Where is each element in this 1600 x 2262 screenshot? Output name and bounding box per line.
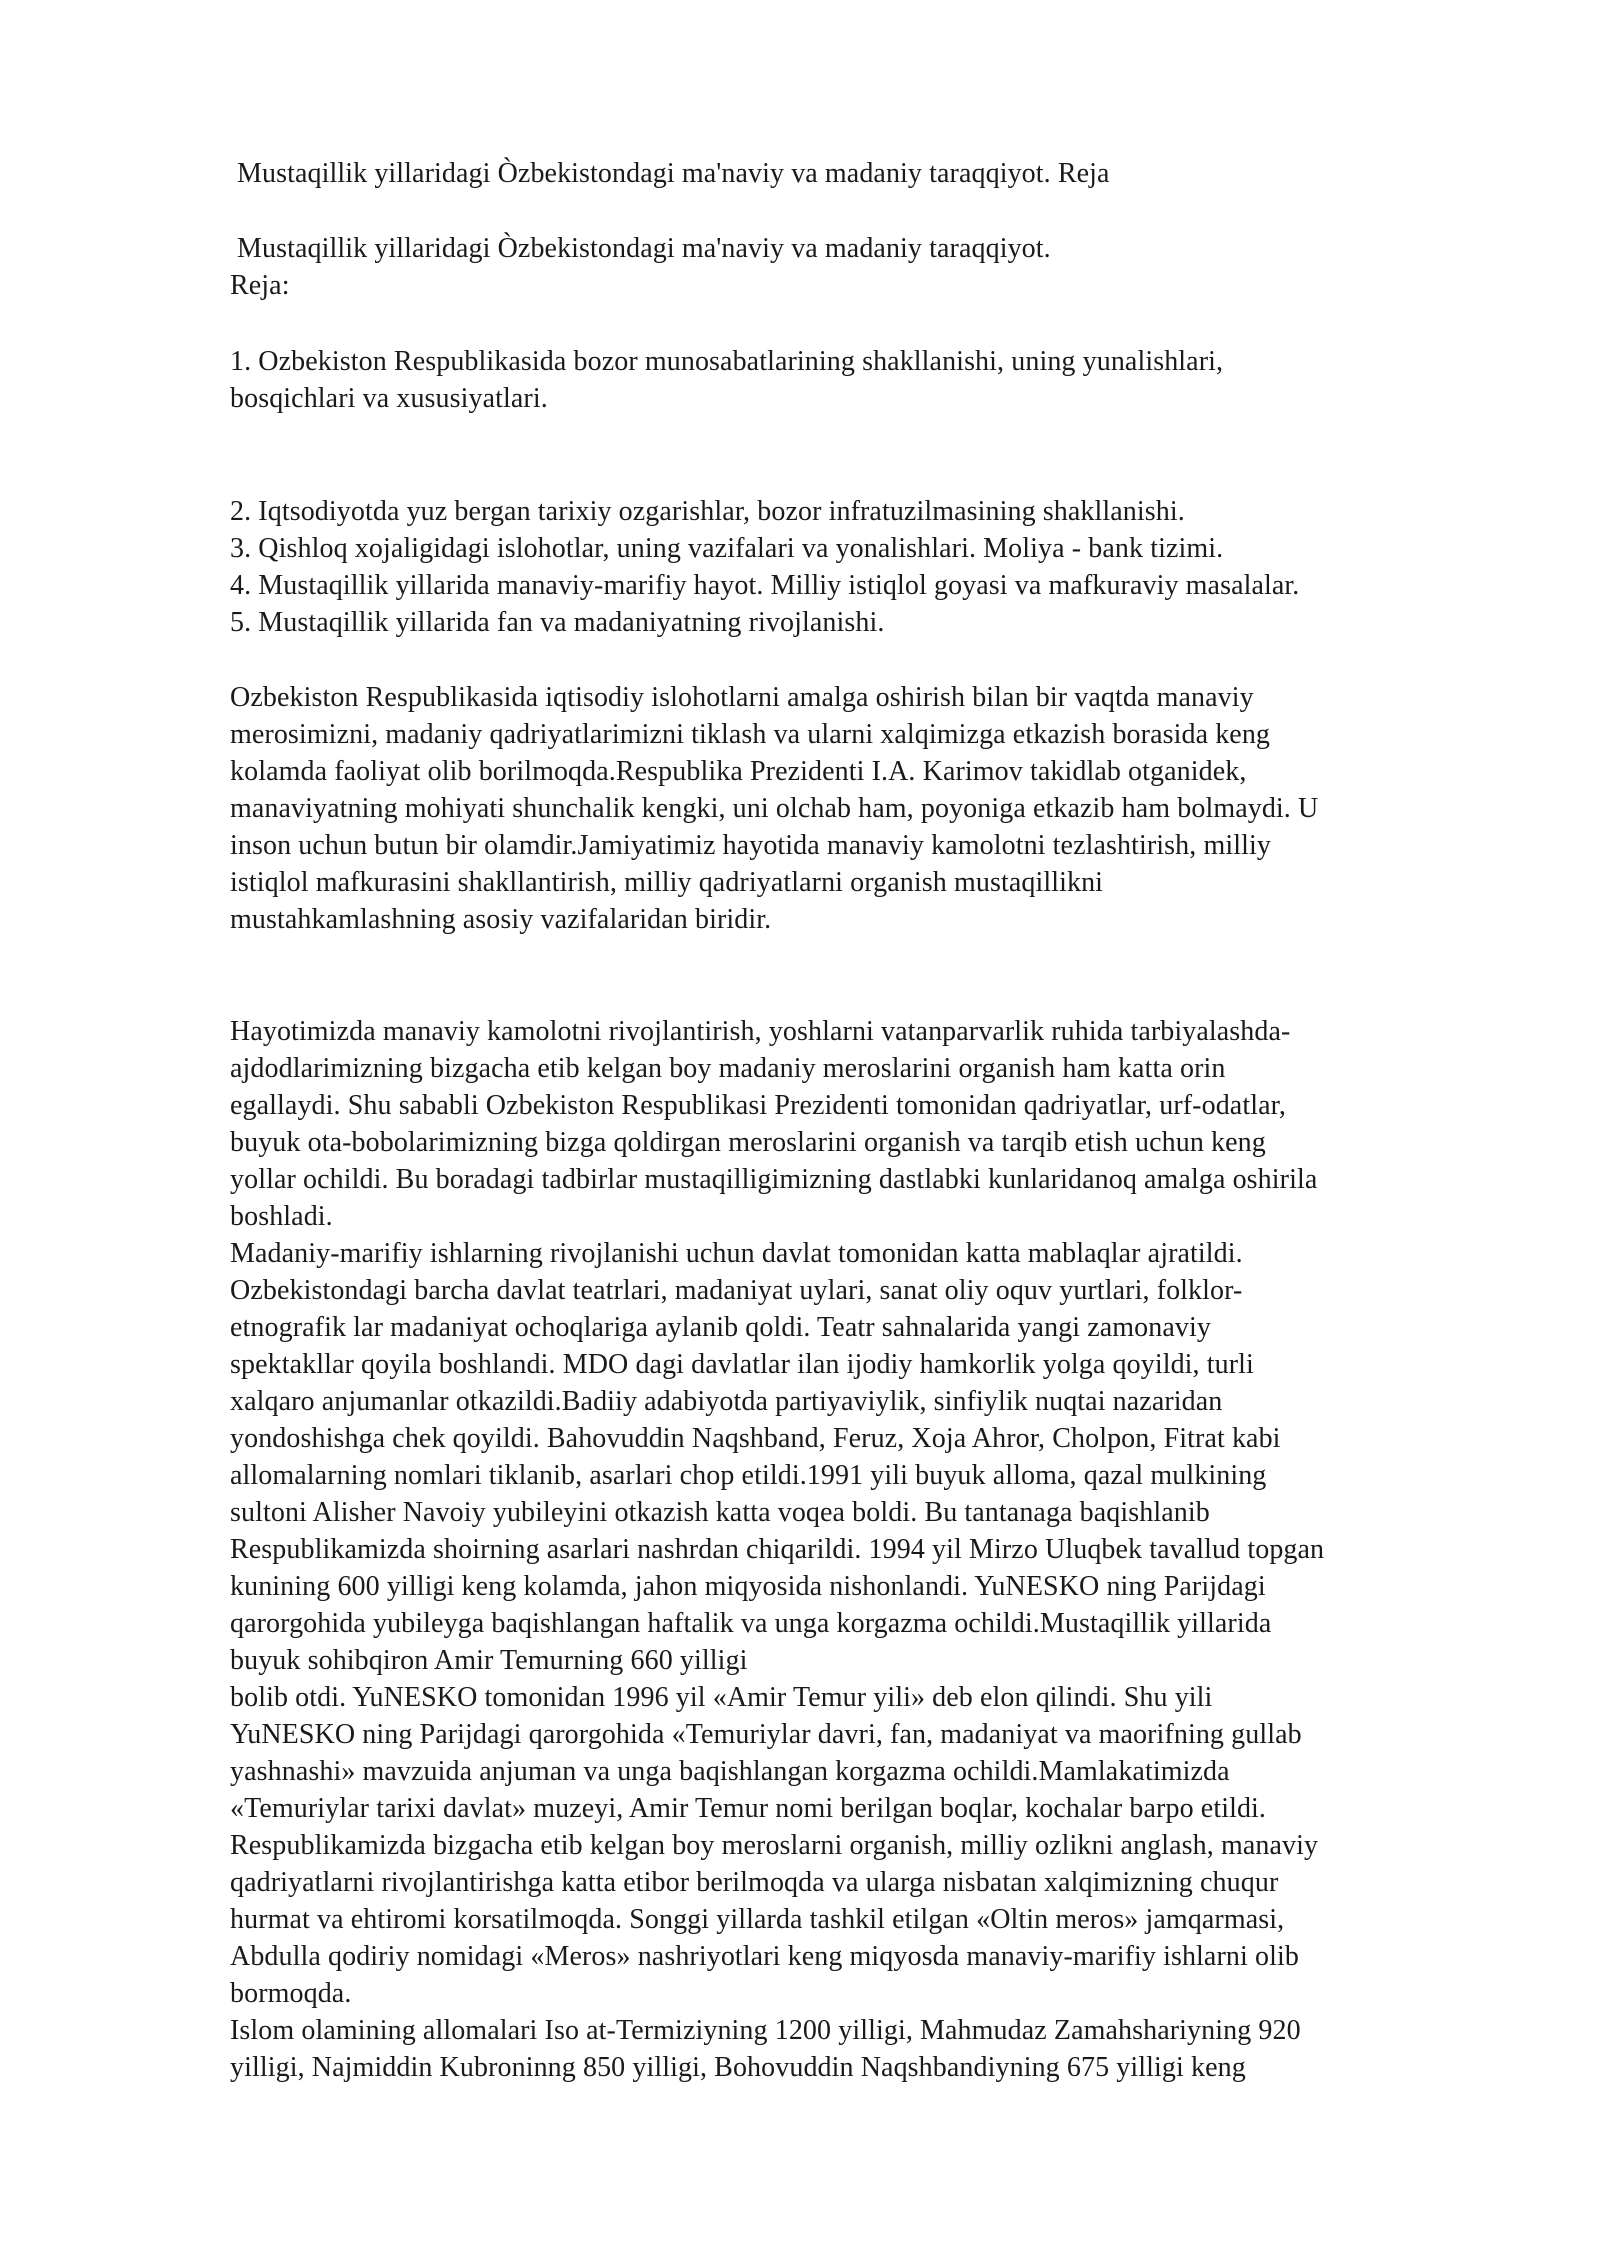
paragraph-line: kolamda faoliyat olib borilmoqda.Respublika Prezidenti I.A. Karimov takidlab otganidek, [230,756,1247,787]
paragraph-line: qarorgohida yubileyga baqishlangan haftalik va unga korgazma ochildi.Mustaqillik yillarida [230,1608,1272,1639]
paragraph-line: Respublikamizda shoirning asarlari nashrdan chiqarildi. 1994 yil Mirzo Uluqbek tavallud topgan [230,1534,1325,1565]
document-subheading: Mustaqillik yillaridagi Òzbekistondagi ma'naviy va madaniy taraqqiyot. [237,233,1051,264]
paragraph-line: kunining 600 yilligi keng kolamda, jahon miqyosida nishonlandi. YuNESKO ning Parijdagi [230,1571,1266,1602]
plan-item-4: 4. Mustaqillik yillarida manaviy-marifiy hayot. Milliy istiqlol goyasi va mafkuraviy masalalar. [230,570,1300,601]
paragraph-line: bolib otdi. YuNESKO tomonidan 1996 yil «Amir Temur yili» deb elon qilindi. Shu yili [230,1682,1213,1713]
plan-item-1-cont: bosqichlari va xususiyatlari. [230,383,548,414]
plan-item-1: 1. Ozbekiston Respublikasida bozor munosabatlarining shakllanishi, uning yunalishlari, [230,346,1224,377]
paragraph-line: inson uchun butun bir olamdir.Jamiyatimiz hayotida manaviy kamolotni tezlashtirish, milliy [230,830,1271,861]
plan-item-2: 2. Iqtsodiyotda yuz bergan tarixiy ozgarishlar, bozor infratuzilmasining shakllanishi. [230,496,1185,527]
paragraph-line: Abdulla qodiriy nomidagi «Meros» nashriyotlari keng miqyosda manaviy-marifiy ishlarni olib [230,1941,1299,1972]
paragraph-line: manaviyatning mohiyati shunchalik kengki, uni olchab ham, poyoniga etkazib ham bolmaydi. U [230,793,1319,824]
paragraph-line: Respublikamizda bizgacha etib kelgan boy meroslarni organish, milliy ozlikni anglash, manaviy [230,1830,1319,1861]
paragraph-line: yollar ochildi. Bu boradagi tadbirlar mustaqilligimizning dastlabki kunlaridanoq amalga oshirila [230,1164,1318,1195]
paragraph-line: sultoni Alisher Navoiy yubileyini otkazish katta voqea boldi. Bu tantanaga baqishlanib [230,1497,1210,1528]
paragraph-line: spektakllar qoyila boshlandi. MDO dagi davlatlar ilan ijodiy hamkorlik yolga qoyildi, turli [230,1349,1254,1380]
paragraph-line: yilligi, Najmiddin Kubroninng 850 yilligi, Bohovuddin Naqshbandiyning 675 yilligi keng [230,2052,1246,2083]
paragraph-line: «Temuriylar tarixi davlat» muzeyi, Amir Temur nomi berilgan boqlar, kochalar barpo etildi. [230,1793,1267,1824]
paragraph-line: qadriyatlarni rivojlantirishga katta etibor berilmoqda va ularga nisbatan xalqimizning chuqur [230,1867,1279,1898]
paragraph-line: hurmat va ehtiromi korsatilmoqda. Songgi yillarda tashkil etilgan «Oltin meros» jamqarmasi, [230,1904,1285,1935]
paragraph-line: YuNESKO ning Parijdagi qarorgohida «Temuriylar davri, fan, madaniyat va maorifning gullab [230,1719,1302,1750]
paragraph-line: yashnashi» mavzuida anjuman va unga baqishlangan korgazma ochildi.Mamlakatimizda [230,1756,1230,1787]
plan-label: Reja: [230,270,290,301]
paragraph-line: Madaniy-marifiy ishlarning rivojlanishi uchun davlat tomonidan katta mablaqlar ajratildi. [230,1238,1243,1269]
paragraph-line: yondoshishga chek qoyildi. Bahovuddin Naqshband, Feruz, Xoja Ahror, Cholpon, Fitrat kabi [230,1423,1281,1454]
paragraph-line: mustahkamlashning asosiy vazifalaridan biridir. [230,904,772,935]
plan-item-5: 5. Mustaqillik yillarida fan va madaniyatning rivojlanishi. [230,607,885,638]
paragraph-line: Islom olamining allomalari Iso at-Termiziyning 1200 yilligi, Mahmudaz Zamahshariyning 920 [230,2015,1301,2046]
paragraph-line: bormoqda. [230,1978,352,2009]
paragraph-line: Hayotimizda manaviy kamolotni rivojlantirish, yoshlarni vatanparvarlik ruhida tarbiyalashda- [230,1016,1291,1047]
paragraph-line: ajdodlarimizning bizgacha etib kelgan boy madaniy meroslarini organish ham katta orin [230,1053,1226,1084]
paragraph-line: boshladi. [230,1201,333,1232]
paragraph-line: Ozbekistondagi barcha davlat teatrlari, madaniyat uylari, sanat oliy oquv yurtlari, folklor- [230,1275,1243,1306]
paragraph-line: buyuk ota-bobolarimizning bizga qoldirgan meroslarini organish va tarqib etish uchun keng [230,1127,1266,1158]
paragraph-line: xalqaro anjumanlar otkazildi.Badiiy adabiyotda partiyaviylik, sinfiylik nuqtai nazaridan [230,1386,1223,1417]
paragraph-line: buyuk sohibqiron Amir Temurning 660 yilligi [230,1645,748,1676]
paragraph-line: istiqlol mafkurasini shakllantirish, milliy qadriyatlarni organish mustaqillikni [230,867,1104,898]
paragraph-line: Ozbekiston Respublikasida iqtisodiy islohotlarni amalga oshirish bilan bir vaqtda manaviy [230,682,1254,713]
document-heading: Mustaqillik yillaridagi Òzbekistondagi ma'naviy va madaniy taraqqiyot. Reja [237,158,1110,189]
paragraph-line: allomalarning nomlari tiklanib, asarlari chop etildi.1991 yili buyuk alloma, qazal mulkining [230,1460,1267,1491]
paragraph-line: merosimizni, madaniy qadriyatlarimizni tiklash va ularni xalqimizga etkazish borasida keng [230,719,1271,750]
plan-item-3: 3. Qishloq xojaligidagi islohotlar, uning vazifalari va yonalishlari. Moliya - bank tizimi. [230,533,1224,564]
paragraph-line: etnografik lar madaniyat ochoqlariga aylanib qoldi. Teatr sahnalarida yangi zamonaviy [230,1312,1211,1343]
paragraph-line: egallaydi. Shu sababli Ozbekiston Respublikasi Prezidenti tomonidan qadriyatlar, urf-odatlar, [230,1090,1287,1121]
